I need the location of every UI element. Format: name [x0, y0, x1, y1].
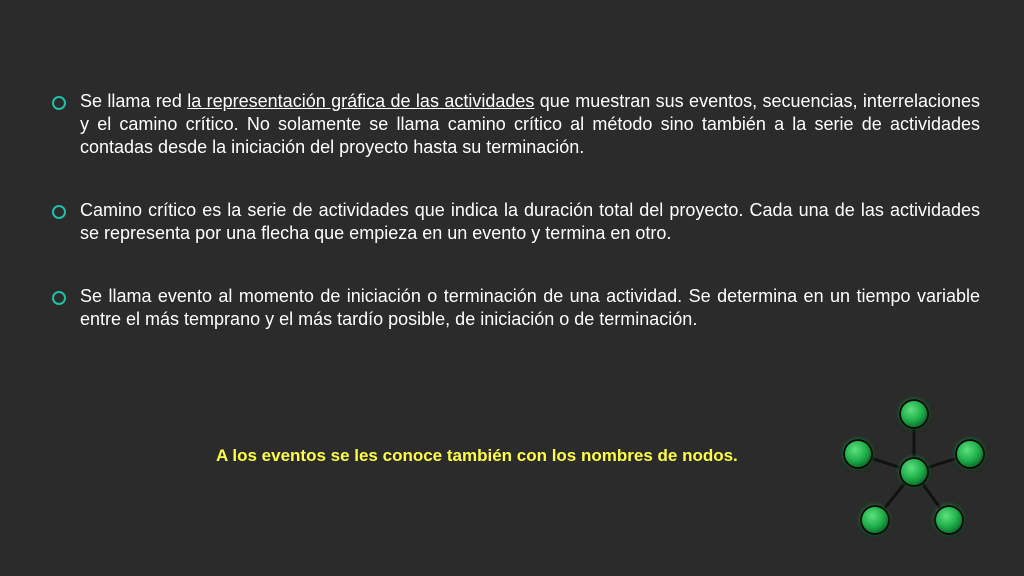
circle-bullet-icon [52, 205, 66, 219]
bullet-text-underlined: la representación gráfica de las actividades [187, 91, 535, 111]
node-top [900, 400, 928, 428]
circle-bullet-icon [52, 96, 66, 110]
node-left [844, 440, 872, 468]
node-bottom-right [935, 506, 963, 534]
node-center [900, 458, 928, 486]
bullet-list [52, 90, 980, 371]
node-bottom-left [861, 506, 889, 534]
bullet-text-post: que muestran sus eventos, secuencias, interrelaciones y el camino crítico. No solamente se llama camino crítico al método sino también a la serie de actividades contadas desde la iniciación del proyecto hasta su terminación. [80, 91, 980, 157]
bullet-text-pre: Se llama red [80, 91, 188, 111]
bullet-item-evento [52, 285, 980, 331]
node-right [956, 440, 984, 468]
highlight-note: A los eventos se les conoce también con los nombres de nodos. [216, 446, 738, 465]
network-nodes-icon [836, 392, 996, 542]
bullet-text [80, 90, 980, 159]
circle-bullet-icon [52, 291, 66, 305]
bullet-text: Camino crítico es la serie de actividades que indica la duración total del proyecto. Cada una de las actividades se representa por una flecha que empieza en un evento y termina en otro. [80, 200, 980, 243]
bullet-item-red [52, 90, 980, 159]
bullet-text: Se llama evento al momento de iniciación o terminación de una actividad. Se determina en un tiempo variable entre el más temprano y el más tardío posible, de iniciación o de terminación. [80, 286, 980, 329]
bullet-item-camino-critico [52, 199, 980, 245]
